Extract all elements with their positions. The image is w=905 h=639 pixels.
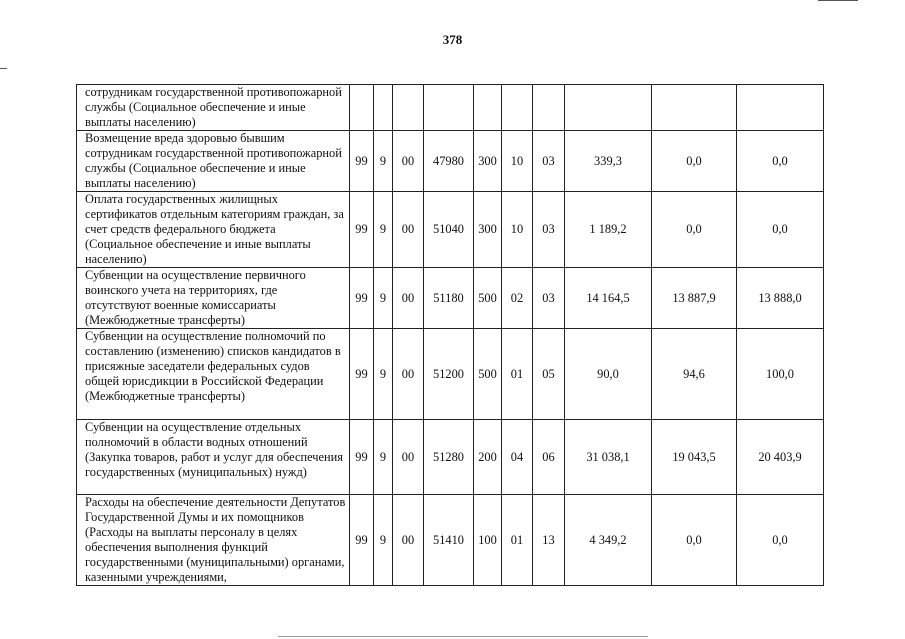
code-subsection: 03 [533,131,565,192]
row-description: Расходы на обеспечение деятельности Депутатов Государственной Думы и их помощников (Расходы на выплаты персоналу в целях обеспечения выполнения функций государственными (муниципальными) органами, казенными учреждениями, [77,495,350,586]
page-number: 378 [442,32,463,47]
code-program: 99 [350,495,374,586]
code-subprogram: 9 [374,268,393,329]
row-description: сотрудникам государственной противопожарной службы (Социальное обеспечение и иные выплаты населению) [77,85,350,131]
code-subprogram: 9 [374,192,393,268]
code-program: 99 [350,131,374,192]
code-event: 00 [393,268,424,329]
scan-mark-top-right [818,0,858,1]
row-description: Субвенции на осуществление первичного воинского учета на территориях, где отсутствуют военные комиссариаты (Межбюджетные трансферты) [77,268,350,329]
code-subsection: 13 [533,495,565,586]
code-section: 01 [502,495,533,586]
code-direction: 51410 [424,495,474,586]
code-direction [424,85,474,131]
code-subprogram [374,85,393,131]
code-direction: 51280 [424,420,474,495]
table-row [77,85,824,131]
amount-year-3: 100,0 [737,329,824,420]
code-expense-type: 300 [474,131,502,192]
amount-year-1: 1 189,2 [565,192,652,268]
code-subsection [533,85,565,131]
table-row [77,131,824,192]
amount-year-3: 0,0 [737,495,824,586]
amount-year-1 [565,85,652,131]
amount-year-2: 94,6 [652,329,737,420]
amount-year-1: 90,0 [565,329,652,420]
amount-year-1: 31 038,1 [565,420,652,495]
budget-table [76,84,824,586]
amount-year-3: 20 403,9 [737,420,824,495]
code-expense-type: 300 [474,192,502,268]
row-description: Субвенции на осуществление полномочий по составлению (изменению) списков кандидатов в присяжные заседатели федеральных судов общей юрисдикции в Российской Федерации (Межбюджетные трансферты) [77,329,350,420]
table-row [77,192,824,268]
amount-year-3: 13 888,0 [737,268,824,329]
code-expense-type: 500 [474,268,502,329]
code-event: 00 [393,495,424,586]
code-program: 99 [350,192,374,268]
amount-year-2: 0,0 [652,495,737,586]
code-subprogram: 9 [374,329,393,420]
scan-mark-left [0,68,7,69]
code-expense-type [474,85,502,131]
code-subsection: 03 [533,192,565,268]
code-program: 99 [350,420,374,495]
code-expense-type: 200 [474,420,502,495]
scan-mark-bottom [278,636,648,637]
table-row [77,268,824,329]
code-section: 10 [502,131,533,192]
code-program: 99 [350,268,374,329]
code-direction: 47980 [424,131,474,192]
amount-year-2: 0,0 [652,131,737,192]
code-program: 99 [350,329,374,420]
code-expense-type: 500 [474,329,502,420]
amount-year-2: 0,0 [652,192,737,268]
code-subsection: 06 [533,420,565,495]
code-event: 00 [393,192,424,268]
amount-year-3 [737,85,824,131]
code-section: 04 [502,420,533,495]
row-description: Оплата государственных жилищных сертификатов отдельным категориям граждан, за счет средств федерального бюджета (Социальное обеспечение и иные выплаты населению) [77,192,350,268]
row-description: Возмещение вреда здоровью бывшим сотрудникам государственной противопожарной службы (Социальное обеспечение и иные выплаты населению) [77,131,350,192]
amount-year-1: 14 164,5 [565,268,652,329]
code-expense-type: 100 [474,495,502,586]
code-subprogram: 9 [374,420,393,495]
code-event: 00 [393,131,424,192]
amount-year-3: 0,0 [737,131,824,192]
code-event [393,85,424,131]
amount-year-2: 13 887,9 [652,268,737,329]
code-section [502,85,533,131]
code-direction: 51180 [424,268,474,329]
code-subsection: 03 [533,268,565,329]
code-subprogram: 9 [374,495,393,586]
amount-year-1: 339,3 [565,131,652,192]
amount-year-3: 0,0 [737,192,824,268]
code-direction: 51200 [424,329,474,420]
amount-year-2 [652,85,737,131]
code-section: 02 [502,268,533,329]
amount-year-1: 4 349,2 [565,495,652,586]
code-event: 00 [393,420,424,495]
code-section: 01 [502,329,533,420]
table-row [77,420,824,495]
code-subprogram: 9 [374,131,393,192]
code-subsection: 05 [533,329,565,420]
code-section: 10 [502,192,533,268]
code-event: 00 [393,329,424,420]
table-row [77,329,824,420]
table-row [77,495,824,586]
row-description: Субвенции на осуществление отдельных полномочий в области водных отношений (Закупка товаров, работ и услуг для обеспечения государственных (муниципальных) нужд) [77,420,350,495]
code-direction: 51040 [424,192,474,268]
code-program [350,85,374,131]
amount-year-2: 19 043,5 [652,420,737,495]
